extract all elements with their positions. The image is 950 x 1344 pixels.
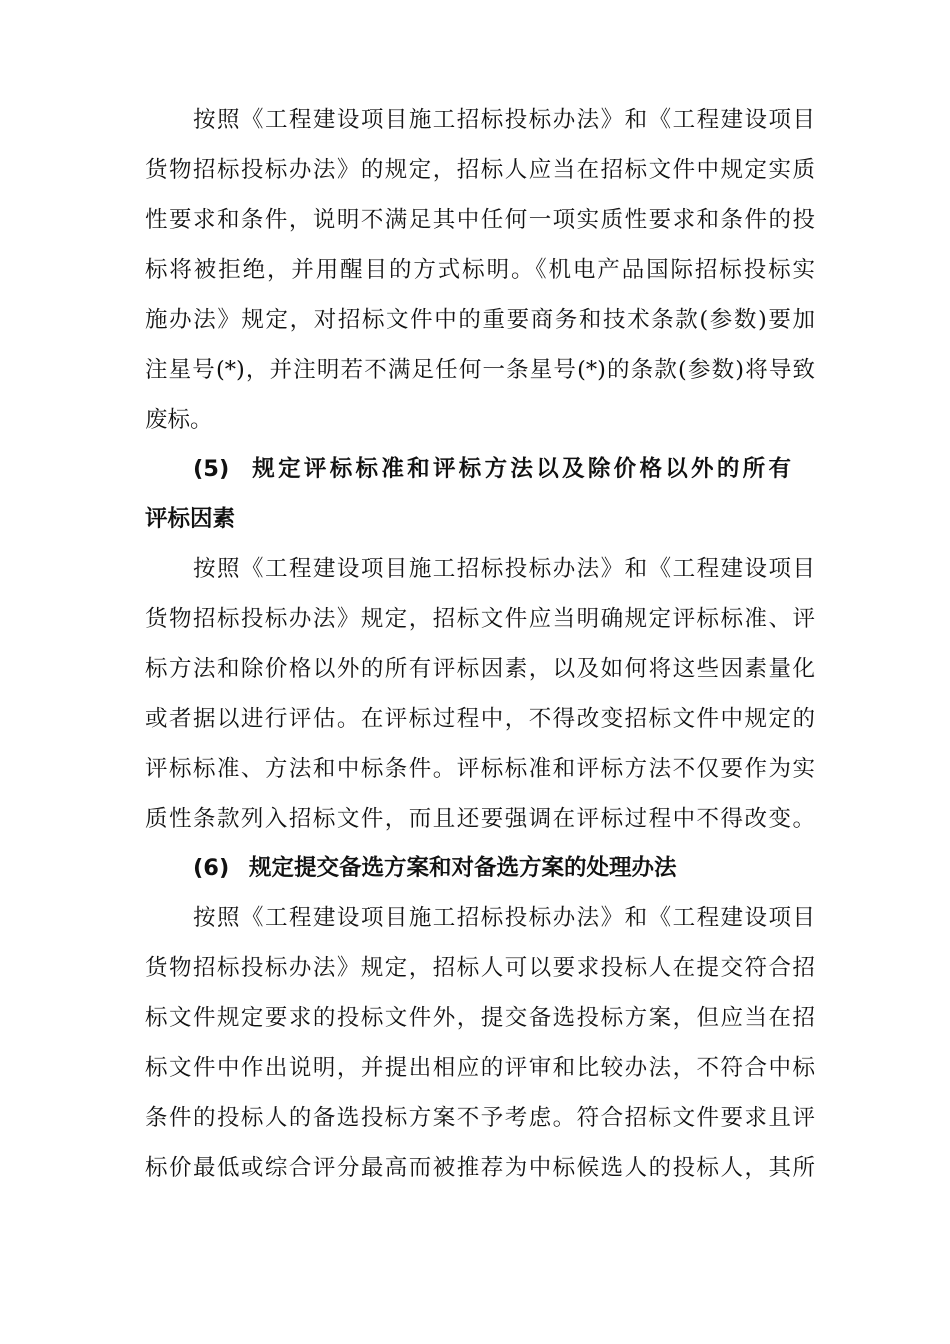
paragraph-1-line-5: 施办法》规定，对招标文件中的重要商务和技术条款(参数)要加: [145, 307, 815, 333]
paragraph-1-line-7: 废标。: [145, 407, 213, 433]
paragraph-3-line-4: 标文件中作出说明，并提出相应的评审和比较办法，不符合中标: [145, 1055, 815, 1081]
section-number-6: (6): [193, 855, 230, 881]
paragraph-1-line-4: 标将被拒绝，并用醒目的方式标明。《机电产品国际招标投标实: [145, 257, 815, 283]
paragraph-3-line-5: 条件的投标人的备选投标方案不予考虑。符合招标文件要求且评: [145, 1105, 815, 1131]
section-number-5: (5): [193, 456, 230, 482]
paragraph-1-line-1: 按照《工程建设项目施工招标投标办法》和《工程建设项目: [193, 107, 815, 133]
paragraph-2-line-2: 货物招标投标办法》规定，招标文件应当明确规定评标标准、评: [145, 606, 815, 632]
section-heading-6: [193, 851, 677, 885]
section-heading-5-text: 规定评标标准和评标方法以及除价格以外的所有: [249, 456, 791, 482]
paragraph-3-line-3: 标文件规定要求的投标文件外，提交备选投标方案，但应当在招: [145, 1005, 815, 1031]
paragraph-3-line-2: 货物招标投标办法》规定，招标人可以要求投标人在提交符合招: [145, 955, 815, 981]
paragraph-1-line-6: 注星号(*)，并注明若不满足任何一条星号(*)的条款(参数)将导致: [145, 357, 815, 383]
paragraph-2-line-6: 质性条款列入招标文件，而且还要强调在评标过程中不得改变。: [145, 806, 815, 832]
paragraph-2-line-3: 标方法和除价格以外的所有评标因素，以及如何将这些因素量化: [145, 656, 815, 682]
paragraph-1-line-2: 货物招标投标办法》的规定，招标人应当在招标文件中规定实质: [145, 157, 815, 183]
paragraph-2-line-5: 评标标准、方法和中标条件。评标标准和评标方法不仅要作为实: [145, 756, 815, 782]
paragraph-2-line-4: 或者据以进行评估。在评标过程中，不得改变招标文件中规定的: [145, 706, 815, 732]
section-heading-5: [193, 452, 791, 486]
section-heading-5-continuation: 评标因素: [145, 506, 236, 532]
section-heading-6-text: 规定提交备选方案和对备选方案的处理办法: [249, 855, 677, 881]
paragraph-1-line-3: 性要求和条件，说明不满足其中任何一项实质性要求和条件的投: [145, 207, 815, 233]
paragraph-2-line-1: 按照《工程建设项目施工招标投标办法》和《工程建设项目: [193, 556, 815, 582]
paragraph-3-line-6: 标价最低或综合评分最高而被推荐为中标候选人的投标人，其所: [145, 1155, 815, 1181]
paragraph-3-line-1: 按照《工程建设项目施工招标投标办法》和《工程建设项目: [193, 905, 815, 931]
